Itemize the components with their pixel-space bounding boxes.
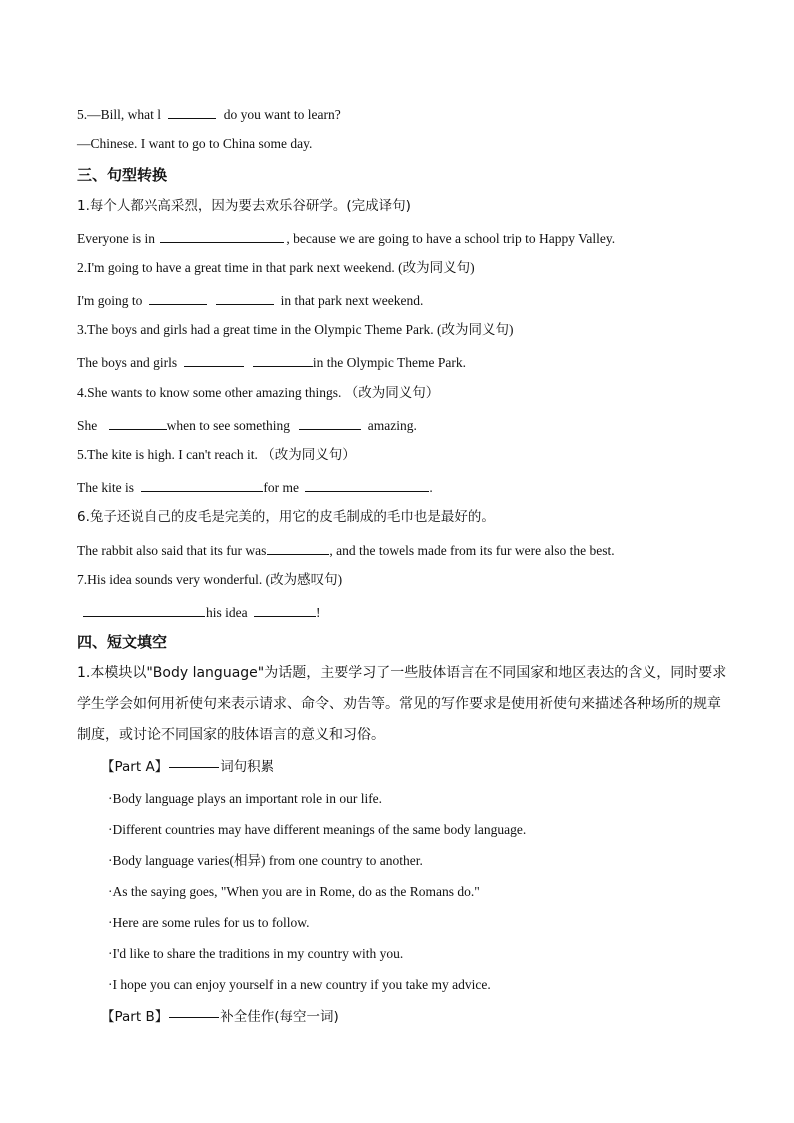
section3-title: 三、句型转换 <box>77 166 168 184</box>
sentence-7: ·I hope you can enjoy yourself in a new country if you take my advice. <box>108 977 491 992</box>
s3-q6-answer <box>77 540 615 560</box>
s3-q1-a: Everyone is in <box>77 231 155 246</box>
q5-answer: —Chinese. I want to go to China some day. <box>77 136 313 151</box>
s4-intro: 1.本模块以"Body language"为话题，主要学习了一些肢体语言在不同国家和地区表达的含义，同时要求学生学会如何用祈使句来表示请求、命令、劝告等。常见的写作要求是使用祈使句来描述各种场所的规章制度，或讨论不同国家的肢体语言的意义和习俗。 <box>77 665 727 743</box>
s3-q2-blank-1[interactable] <box>149 290 207 305</box>
q5-question-end: do you want to learn? <box>223 107 341 122</box>
s3-q1-answer <box>77 228 615 248</box>
s3-q7-a: his idea <box>206 605 248 620</box>
s3-q1-b: , because we are going to have a school trip to Happy Valley. <box>286 231 616 246</box>
q5-question-text: 5.—Bill, what l <box>77 107 161 122</box>
s3-q6-b: , and the towels made from its fur were also the best. <box>329 543 615 558</box>
part-a-heading <box>101 758 274 776</box>
sentence-3: ·Body language varies(相异) from one country to another. <box>108 853 423 868</box>
s3-q7-b: ! <box>316 605 321 620</box>
s3-q4-blank-1[interactable] <box>109 415 167 430</box>
s3-q5-blank-1[interactable] <box>141 477 263 492</box>
s3-q5-prompt: 5.The kite is high. I can't reach it. （改为同义句） <box>77 447 356 462</box>
s3-q2-prompt: 2.I'm going to have a great time in that park next weekend. (改为同义句) <box>77 260 475 275</box>
part-a-title: 词句积累 <box>220 759 275 775</box>
s3-q1-prompt: 1.每个人都兴高采烈，因为要去欢乐谷研学。(完成译句) <box>77 198 411 214</box>
part-b-dash <box>169 1017 219 1018</box>
s3-q3-answer <box>77 352 466 372</box>
s3-q7-blank-2[interactable] <box>254 602 316 617</box>
sentence-4: ·As the saying goes, "When you are in Rome, do as the Romans do." <box>108 884 480 899</box>
sentence-2: ·Different countries may have different meanings of the same body language. <box>108 822 527 837</box>
s3-q4-c: amazing. <box>367 418 417 433</box>
s3-q4-prompt: 4.She wants to know some other amazing things. （改为同义句） <box>77 385 440 400</box>
section4-title: 四、短文填空 <box>77 633 168 651</box>
s3-q7-prompt: 7.His idea sounds very wonderful. (改为感叹句) <box>77 572 343 587</box>
s3-q5-a: The kite is <box>77 480 134 495</box>
sentence-6: ·I'd like to share the traditions in my country with you. <box>108 946 404 961</box>
s3-q3-a: The boys and girls <box>77 355 178 370</box>
s3-q5-blank-2[interactable] <box>305 477 429 492</box>
s3-q2-a: I'm going to <box>77 293 143 308</box>
s3-q5-c: . <box>429 480 433 495</box>
sentence-5: ·Here are some rules for us to follow. <box>108 915 310 930</box>
s3-q7-blank-1[interactable] <box>83 602 205 617</box>
s3-q4-blank-2[interactable] <box>299 415 361 430</box>
part-b-title: 补全佳作(每空一词) <box>220 1009 339 1025</box>
s3-q3-blank-1[interactable] <box>184 352 244 367</box>
s3-q3-prompt: 3.The boys and girls had a great time in the Olympic Theme Park. (改为同义句) <box>77 322 514 337</box>
s3-q4-answer <box>77 415 417 435</box>
part-a-label: 【Part A】 <box>101 759 169 775</box>
s3-q2-answer <box>77 290 423 310</box>
s3-q3-b: in the Olympic Theme Park. <box>312 355 466 370</box>
s3-q6-a: The rabbit also said that its fur was <box>77 543 267 558</box>
s3-q4-b: when to see something <box>166 418 290 433</box>
s3-q5-b: for me <box>263 480 299 495</box>
s3-q2-b: in that park next weekend. <box>280 293 424 308</box>
part-b-heading <box>101 1008 339 1026</box>
sentence-1: ·Body language plays an important role in our life. <box>108 791 383 806</box>
s3-q2-blank-2[interactable] <box>216 290 274 305</box>
part-b-label: 【Part B】 <box>101 1009 169 1025</box>
q5-question <box>77 104 341 124</box>
q5-blank[interactable] <box>168 104 216 119</box>
s3-q4-a: She <box>77 418 98 433</box>
s3-q6-blank[interactable] <box>267 540 329 555</box>
s3-q1-blank[interactable] <box>160 228 284 243</box>
part-a-dash <box>169 767 219 768</box>
s3-q7-answer <box>77 602 321 622</box>
s3-q6-prompt: 6.兔子还说自己的皮毛是完美的，用它的皮毛制成的毛巾也是最好的。 <box>77 509 495 525</box>
s3-q5-answer <box>77 477 433 497</box>
s3-q3-blank-2[interactable] <box>253 352 313 367</box>
